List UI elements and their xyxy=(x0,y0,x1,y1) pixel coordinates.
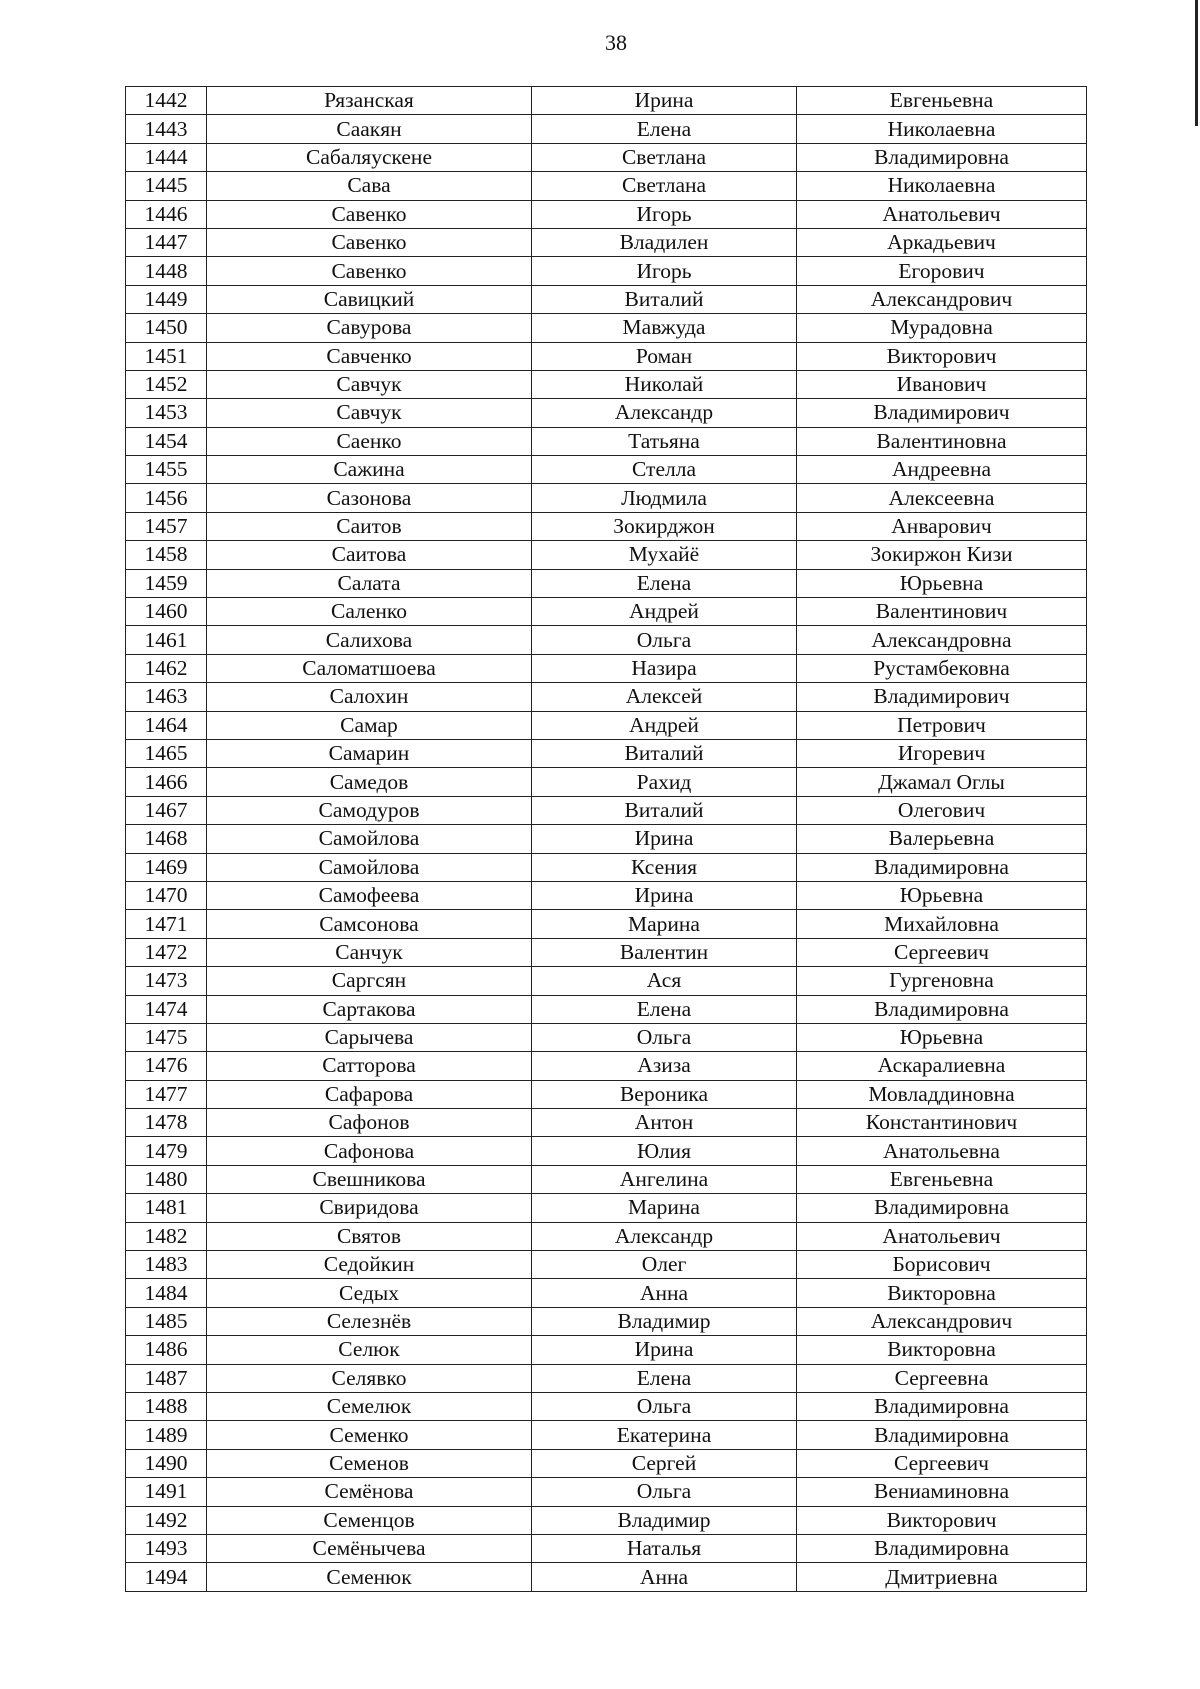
patronymic-cell: Сергеевич xyxy=(797,938,1087,966)
row-number-cell: 1445 xyxy=(126,172,207,200)
first-name-cell: Роман xyxy=(532,342,797,370)
last-name-cell: Семелюк xyxy=(207,1392,532,1420)
patronymic-cell: Николаевна xyxy=(797,172,1087,200)
patronymic-cell: Аркадьевич xyxy=(797,228,1087,256)
table-row xyxy=(126,541,1087,569)
patronymic-cell: Анатольевна xyxy=(797,1137,1087,1165)
row-number-cell: 1466 xyxy=(126,768,207,796)
table-row xyxy=(126,1222,1087,1250)
last-name-cell: Саитова xyxy=(207,541,532,569)
first-name-cell: Владилен xyxy=(532,228,797,256)
last-name-cell: Селюк xyxy=(207,1336,532,1364)
patronymic-cell: Олегович xyxy=(797,796,1087,824)
first-name-cell: Елена xyxy=(532,995,797,1023)
patronymic-cell: Евгеньевна xyxy=(797,1165,1087,1193)
table-row xyxy=(126,456,1087,484)
first-name-cell: Елена xyxy=(532,569,797,597)
last-name-cell: Седойкин xyxy=(207,1251,532,1279)
table-row xyxy=(126,796,1087,824)
patronymic-cell: Мовладдиновна xyxy=(797,1080,1087,1108)
last-name-cell: Савицкий xyxy=(207,285,532,313)
table-row xyxy=(126,569,1087,597)
last-name-cell: Самофеева xyxy=(207,881,532,909)
last-name-cell: Сафонов xyxy=(207,1109,532,1137)
patronymic-cell: Юрьевна xyxy=(797,1023,1087,1051)
scan-edge-line xyxy=(1195,0,1198,126)
row-number-cell: 1471 xyxy=(126,910,207,938)
table-row xyxy=(126,342,1087,370)
patronymic-cell: Александрович xyxy=(797,285,1087,313)
patronymic-cell: Андреевна xyxy=(797,456,1087,484)
row-number-cell: 1468 xyxy=(126,825,207,853)
row-number-cell: 1492 xyxy=(126,1506,207,1534)
first-name-cell: Анна xyxy=(532,1563,797,1591)
first-name-cell: Зокирджон xyxy=(532,512,797,540)
patronymic-cell: Сергеевич xyxy=(797,1449,1087,1477)
first-name-cell: Игорь xyxy=(532,257,797,285)
patronymic-cell: Рустамбековна xyxy=(797,654,1087,682)
row-number-cell: 1475 xyxy=(126,1023,207,1051)
last-name-cell: Самарин xyxy=(207,739,532,767)
last-name-cell: Сарычева xyxy=(207,1023,532,1051)
last-name-cell: Савенко xyxy=(207,257,532,285)
table-row xyxy=(126,626,1087,654)
last-name-cell: Селезнёв xyxy=(207,1307,532,1335)
last-name-cell: Святов xyxy=(207,1222,532,1250)
row-number-cell: 1484 xyxy=(126,1279,207,1307)
patronymic-cell: Александрович xyxy=(797,1307,1087,1335)
first-name-cell: Игорь xyxy=(532,200,797,228)
patronymic-cell: Викторович xyxy=(797,342,1087,370)
last-name-cell: Сазонова xyxy=(207,484,532,512)
table-row xyxy=(126,995,1087,1023)
first-name-cell: Владимир xyxy=(532,1307,797,1335)
last-name-cell: Семенцов xyxy=(207,1506,532,1534)
first-name-cell: Ксения xyxy=(532,853,797,881)
first-name-cell: Азиза xyxy=(532,1052,797,1080)
last-name-cell: Саргсян xyxy=(207,967,532,995)
table-row xyxy=(126,654,1087,682)
patronymic-cell: Аскаралиевна xyxy=(797,1052,1087,1080)
table-row xyxy=(126,484,1087,512)
last-name-cell: Савченко xyxy=(207,342,532,370)
first-name-cell: Екатерина xyxy=(532,1421,797,1449)
table-row xyxy=(126,1023,1087,1051)
patronymic-cell: Сергеевна xyxy=(797,1364,1087,1392)
patronymic-cell: Петрович xyxy=(797,711,1087,739)
table-row xyxy=(126,1307,1087,1335)
row-number-cell: 1491 xyxy=(126,1478,207,1506)
patronymic-cell: Дмитриевна xyxy=(797,1563,1087,1591)
row-number-cell: 1487 xyxy=(126,1364,207,1392)
patronymic-cell: Владимировна xyxy=(797,853,1087,881)
patronymic-cell: Владимировна xyxy=(797,995,1087,1023)
table-row xyxy=(126,938,1087,966)
first-name-cell: Стелла xyxy=(532,456,797,484)
table-row xyxy=(126,1279,1087,1307)
first-name-cell: Сергей xyxy=(532,1449,797,1477)
table-row xyxy=(126,172,1087,200)
row-number-cell: 1464 xyxy=(126,711,207,739)
row-number-cell: 1465 xyxy=(126,739,207,767)
first-name-cell: Вероника xyxy=(532,1080,797,1108)
row-number-cell: 1474 xyxy=(126,995,207,1023)
table-row xyxy=(126,853,1087,881)
patronymic-cell: Владимировна xyxy=(797,1534,1087,1562)
row-number-cell: 1447 xyxy=(126,228,207,256)
patronymic-cell: Егорович xyxy=(797,257,1087,285)
patronymic-cell: Александровна xyxy=(797,626,1087,654)
first-name-cell: Мавжуда xyxy=(532,314,797,342)
last-name-cell: Санчук xyxy=(207,938,532,966)
table-row xyxy=(126,314,1087,342)
patronymic-cell: Владимировна xyxy=(797,1421,1087,1449)
last-name-cell: Саленко xyxy=(207,598,532,626)
last-name-cell: Салохин xyxy=(207,683,532,711)
first-name-cell: Ольга xyxy=(532,1023,797,1051)
patronymic-cell: Юрьевна xyxy=(797,881,1087,909)
patronymic-cell: Анварович xyxy=(797,512,1087,540)
table-row xyxy=(126,257,1087,285)
table-row xyxy=(126,1364,1087,1392)
last-name-cell: Самойлова xyxy=(207,853,532,881)
patronymic-cell: Анатольевич xyxy=(797,200,1087,228)
table-row xyxy=(126,1449,1087,1477)
table-row xyxy=(126,1194,1087,1222)
last-name-cell: Самар xyxy=(207,711,532,739)
patronymic-cell: Валентинович xyxy=(797,598,1087,626)
patronymic-cell: Юрьевна xyxy=(797,569,1087,597)
patronymic-cell: Владимирович xyxy=(797,683,1087,711)
first-name-cell: Татьяна xyxy=(532,427,797,455)
table-row xyxy=(126,228,1087,256)
first-name-cell: Елена xyxy=(532,115,797,143)
table-row xyxy=(126,1506,1087,1534)
row-number-cell: 1454 xyxy=(126,427,207,455)
row-number-cell: 1455 xyxy=(126,456,207,484)
first-name-cell: Назира xyxy=(532,654,797,682)
table-row xyxy=(126,711,1087,739)
patronymic-cell: Викторовна xyxy=(797,1336,1087,1364)
last-name-cell: Семёнычева xyxy=(207,1534,532,1562)
table-row xyxy=(126,1478,1087,1506)
row-number-cell: 1467 xyxy=(126,796,207,824)
last-name-cell: Сава xyxy=(207,172,532,200)
table-row xyxy=(126,1080,1087,1108)
row-number-cell: 1478 xyxy=(126,1109,207,1137)
first-name-cell: Николай xyxy=(532,370,797,398)
first-name-cell: Валентин xyxy=(532,938,797,966)
first-name-cell: Марина xyxy=(532,910,797,938)
table-row xyxy=(126,1251,1087,1279)
first-name-cell: Ангелина xyxy=(532,1165,797,1193)
last-name-cell: Савчук xyxy=(207,370,532,398)
last-name-cell: Семенко xyxy=(207,1421,532,1449)
row-number-cell: 1483 xyxy=(126,1251,207,1279)
patronymic-cell: Зокиржон Кизи xyxy=(797,541,1087,569)
first-name-cell: Андрей xyxy=(532,598,797,626)
table-row xyxy=(126,200,1087,228)
table-row xyxy=(126,1392,1087,1420)
row-number-cell: 1463 xyxy=(126,683,207,711)
last-name-cell: Саенко xyxy=(207,427,532,455)
first-name-cell: Елена xyxy=(532,1364,797,1392)
patronymic-cell: Владимирович xyxy=(797,399,1087,427)
first-name-cell: Александр xyxy=(532,1222,797,1250)
first-name-cell: Ирина xyxy=(532,825,797,853)
table-row xyxy=(126,1137,1087,1165)
row-number-cell: 1443 xyxy=(126,115,207,143)
row-number-cell: 1482 xyxy=(126,1222,207,1250)
last-name-cell: Самсонова xyxy=(207,910,532,938)
last-name-cell: Сафарова xyxy=(207,1080,532,1108)
row-number-cell: 1486 xyxy=(126,1336,207,1364)
table-row xyxy=(126,427,1087,455)
row-number-cell: 1452 xyxy=(126,370,207,398)
row-number-cell: 1476 xyxy=(126,1052,207,1080)
first-name-cell: Ольга xyxy=(532,1478,797,1506)
last-name-cell: Свиридова xyxy=(207,1194,532,1222)
first-name-cell: Наталья xyxy=(532,1534,797,1562)
table-row xyxy=(126,683,1087,711)
table-row xyxy=(126,1421,1087,1449)
first-name-cell: Виталий xyxy=(532,285,797,313)
last-name-cell: Саакян xyxy=(207,115,532,143)
names-table-body xyxy=(126,87,1087,1592)
first-name-cell: Александр xyxy=(532,399,797,427)
first-name-cell: Алексей xyxy=(532,683,797,711)
names-table xyxy=(125,86,1087,1592)
last-name-cell: Савчук xyxy=(207,399,532,427)
patronymic-cell: Борисович xyxy=(797,1251,1087,1279)
table-row xyxy=(126,1109,1087,1137)
patronymic-cell: Константинович xyxy=(797,1109,1087,1137)
row-number-cell: 1462 xyxy=(126,654,207,682)
first-name-cell: Людмила xyxy=(532,484,797,512)
first-name-cell: Антон xyxy=(532,1109,797,1137)
first-name-cell: Ирина xyxy=(532,87,797,115)
row-number-cell: 1448 xyxy=(126,257,207,285)
patronymic-cell: Мурадовна xyxy=(797,314,1087,342)
last-name-cell: Сабаляускене xyxy=(207,143,532,171)
row-number-cell: 1489 xyxy=(126,1421,207,1449)
patronymic-cell: Игоревич xyxy=(797,739,1087,767)
table-row xyxy=(126,1563,1087,1591)
row-number-cell: 1488 xyxy=(126,1392,207,1420)
last-name-cell: Сатторова xyxy=(207,1052,532,1080)
patronymic-cell: Вениаминовна xyxy=(797,1478,1087,1506)
last-name-cell: Саитов xyxy=(207,512,532,540)
last-name-cell: Самойлова xyxy=(207,825,532,853)
patronymic-cell: Владимировна xyxy=(797,1194,1087,1222)
table-row xyxy=(126,143,1087,171)
first-name-cell: Светлана xyxy=(532,172,797,200)
patronymic-cell: Николаевна xyxy=(797,115,1087,143)
last-name-cell: Семенюк xyxy=(207,1563,532,1591)
first-name-cell: Ольга xyxy=(532,1392,797,1420)
first-name-cell: Марина xyxy=(532,1194,797,1222)
last-name-cell: Рязанская xyxy=(207,87,532,115)
table-row xyxy=(126,768,1087,796)
table-row xyxy=(126,739,1087,767)
table-row xyxy=(126,1052,1087,1080)
row-number-cell: 1459 xyxy=(126,569,207,597)
table-row xyxy=(126,881,1087,909)
table-row xyxy=(126,115,1087,143)
table-row xyxy=(126,1336,1087,1364)
first-name-cell: Ольга xyxy=(532,626,797,654)
last-name-cell: Семенов xyxy=(207,1449,532,1477)
table-row xyxy=(126,910,1087,938)
row-number-cell: 1460 xyxy=(126,598,207,626)
row-number-cell: 1494 xyxy=(126,1563,207,1591)
row-number-cell: 1453 xyxy=(126,399,207,427)
patronymic-cell: Владимировна xyxy=(797,143,1087,171)
table-row xyxy=(126,967,1087,995)
first-name-cell: Владимир xyxy=(532,1506,797,1534)
first-name-cell: Ирина xyxy=(532,1336,797,1364)
patronymic-cell: Валерьевна xyxy=(797,825,1087,853)
table-row xyxy=(126,825,1087,853)
last-name-cell: Сажина xyxy=(207,456,532,484)
row-number-cell: 1442 xyxy=(126,87,207,115)
patronymic-cell: Викторович xyxy=(797,1506,1087,1534)
patronymic-cell: Михайловна xyxy=(797,910,1087,938)
last-name-cell: Селявко xyxy=(207,1364,532,1392)
last-name-cell: Седых xyxy=(207,1279,532,1307)
first-name-cell: Виталий xyxy=(532,796,797,824)
row-number-cell: 1446 xyxy=(126,200,207,228)
row-number-cell: 1456 xyxy=(126,484,207,512)
patronymic-cell: Иванович xyxy=(797,370,1087,398)
table-row xyxy=(126,1165,1087,1193)
page-number: 38 xyxy=(605,30,627,55)
row-number-cell: 1461 xyxy=(126,626,207,654)
last-name-cell: Савенко xyxy=(207,200,532,228)
row-number-cell: 1444 xyxy=(126,143,207,171)
last-name-cell: Салата xyxy=(207,569,532,597)
first-name-cell: Олег xyxy=(532,1251,797,1279)
first-name-cell: Ася xyxy=(532,967,797,995)
first-name-cell: Ирина xyxy=(532,881,797,909)
patronymic-cell: Гургеновна xyxy=(797,967,1087,995)
table-row xyxy=(126,285,1087,313)
last-name-cell: Сафонова xyxy=(207,1137,532,1165)
row-number-cell: 1480 xyxy=(126,1165,207,1193)
row-number-cell: 1451 xyxy=(126,342,207,370)
first-name-cell: Виталий xyxy=(532,739,797,767)
last-name-cell: Семёнова xyxy=(207,1478,532,1506)
first-name-cell: Юлия xyxy=(532,1137,797,1165)
first-name-cell: Мухайё xyxy=(532,541,797,569)
row-number-cell: 1457 xyxy=(126,512,207,540)
row-number-cell: 1485 xyxy=(126,1307,207,1335)
last-name-cell: Салихова xyxy=(207,626,532,654)
row-number-cell: 1490 xyxy=(126,1449,207,1477)
patronymic-cell: Анатольевич xyxy=(797,1222,1087,1250)
last-name-cell: Саломатшоева xyxy=(207,654,532,682)
last-name-cell: Самедов xyxy=(207,768,532,796)
row-number-cell: 1493 xyxy=(126,1534,207,1562)
row-number-cell: 1472 xyxy=(126,938,207,966)
row-number-cell: 1477 xyxy=(126,1080,207,1108)
last-name-cell: Самодуров xyxy=(207,796,532,824)
table-row xyxy=(126,512,1087,540)
patronymic-cell: Алексеевна xyxy=(797,484,1087,512)
last-name-cell: Сартакова xyxy=(207,995,532,1023)
patronymic-cell: Викторовна xyxy=(797,1279,1087,1307)
row-number-cell: 1481 xyxy=(126,1194,207,1222)
last-name-cell: Савурова xyxy=(207,314,532,342)
last-name-cell: Савенко xyxy=(207,228,532,256)
first-name-cell: Андрей xyxy=(532,711,797,739)
row-number-cell: 1470 xyxy=(126,881,207,909)
row-number-cell: 1450 xyxy=(126,314,207,342)
last-name-cell: Свешникова xyxy=(207,1165,532,1193)
row-number-cell: 1473 xyxy=(126,967,207,995)
row-number-cell: 1449 xyxy=(126,285,207,313)
table-row xyxy=(126,87,1087,115)
patronymic-cell: Валентиновна xyxy=(797,427,1087,455)
patronymic-cell: Евгеньевна xyxy=(797,87,1087,115)
first-name-cell: Анна xyxy=(532,1279,797,1307)
table-row xyxy=(126,1534,1087,1562)
row-number-cell: 1469 xyxy=(126,853,207,881)
first-name-cell: Светлана xyxy=(532,143,797,171)
table-row xyxy=(126,370,1087,398)
first-name-cell: Рахид xyxy=(532,768,797,796)
row-number-cell: 1479 xyxy=(126,1137,207,1165)
table-row xyxy=(126,399,1087,427)
row-number-cell: 1458 xyxy=(126,541,207,569)
patronymic-cell: Джамал Оглы xyxy=(797,768,1087,796)
table-row xyxy=(126,598,1087,626)
patronymic-cell: Владимировна xyxy=(797,1392,1087,1420)
